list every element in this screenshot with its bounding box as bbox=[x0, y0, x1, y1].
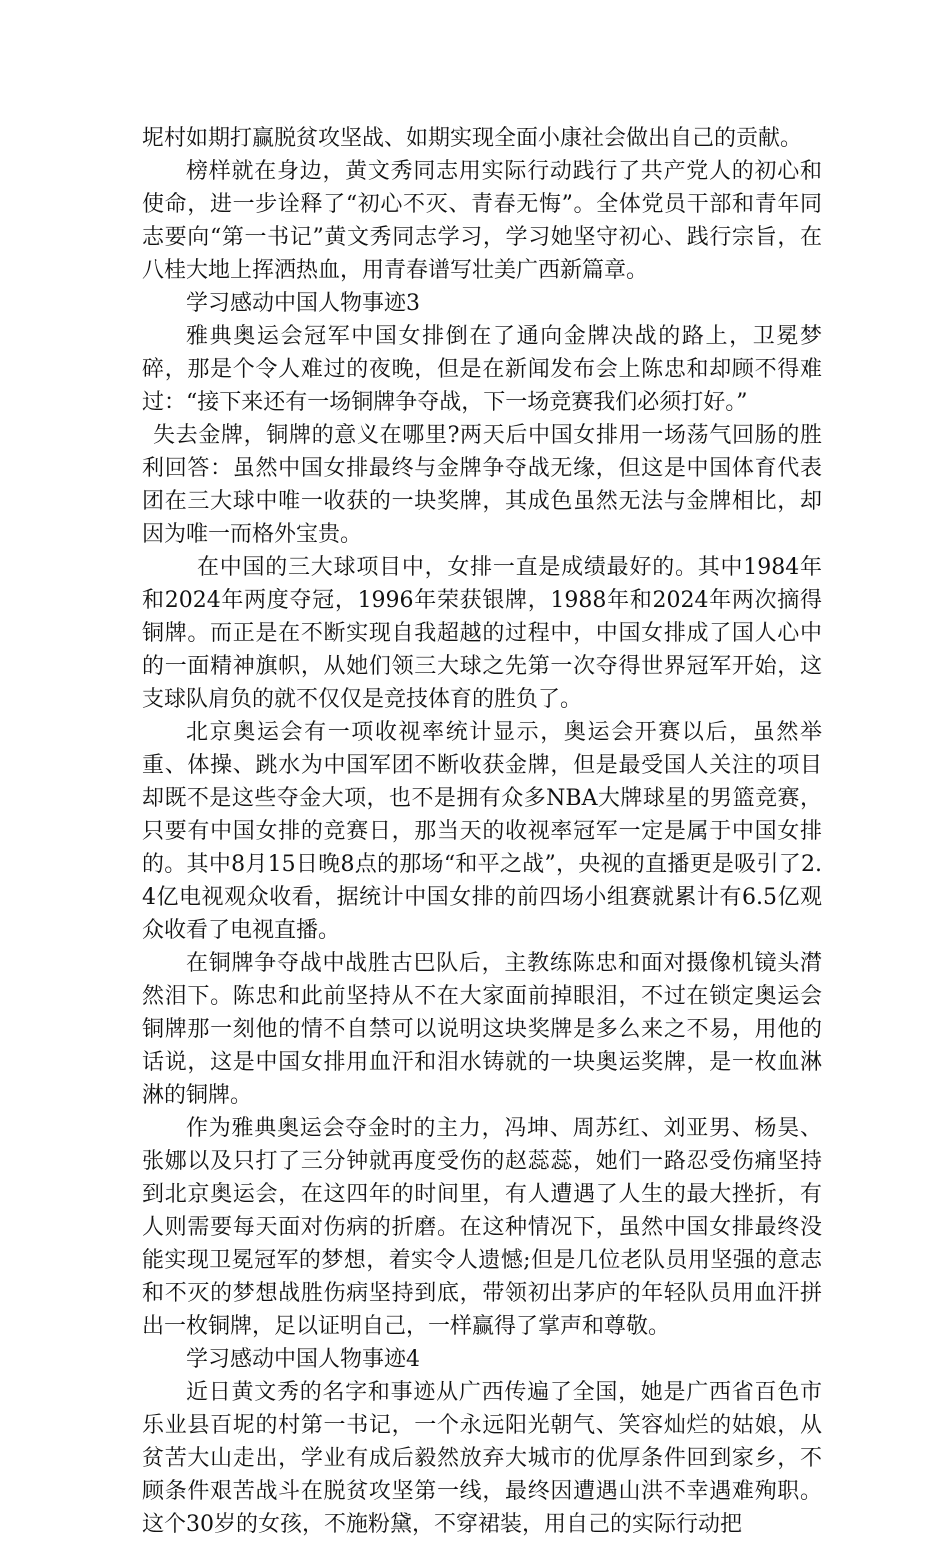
paragraph-ratings: 北京奥运会有一项收视率统计显示，奥运会开赛以后，虽然举重、体操、跳水为中国军团不断收获金牌，但是最受国人关注的项目却既不是这些夺金大项，也不是拥有众多NBA大牌球星的男篮竞赛，只要有中国女排的竞赛日，那当天的收视率冠军一定是属于中国女排的。其中8月15日晚8点的那场“和平之战”，央视的直播更是吸引了2.4亿电视观众收看，据统计中国女排的前四场小组赛就累计有6.5亿观众收看了电视直播。 bbox=[142, 720, 822, 943]
paragraph-role-model: 榜样就在身边，黄文秀同志用实际行动践行了共产党人的初心和使命，进一步诠释了“初心不灭、青春无悔”。全体党员干部和青年同志要向“第一书记”黄文秀同志学习，学习她坚守初心、践行宗旨，在八桂大地上挥洒热血，用青春谱写壮美广西新篇章。 bbox=[142, 159, 822, 283]
section-heading-3: 学习感动中国人物事迹3 bbox=[186, 291, 420, 316]
paragraph-continuation: 坭村如期打赢脱贫攻坚战、如期实现全面小康社会做出自己的贡献。 bbox=[142, 126, 803, 151]
paragraph-bronze-meaning: 失去金牌，铜牌的意义在哪里?两天后中国女排用一场荡气回肠的胜利回答：虽然中国女排最终与金牌争夺战无缘，但这是中国体育代表团在三大球中唯一收获的一块奖牌，其成色虽然无法与金牌相比，却因为唯一而格外宝贵。 bbox=[142, 423, 822, 547]
paragraph-athens: 雅典奥运会冠军中国女排倒在了通向金牌决战的路上，卫冕梦碎，那是个令人难过的夜晚，但是在新闻发布会上陈忠和却顾不得难过：“接下来还有一场铜牌争夺战，下一场竞赛我们必须打好。” bbox=[142, 324, 822, 415]
paragraph-coach-tears: 在铜牌争夺战中战胜古巴队后，主教练陈忠和面对摄像机镜头潸然泪下。陈忠和此前坚持从不在大家面前掉眼泪，不过在锁定奥运会铜牌那一刻他的情不自禁可以说明这块奖牌是多么来之不易，用他的话说，这是中国女排用血汗和泪水铸就的一块奥运奖牌，是一枚血淋淋的铜牌。 bbox=[142, 951, 822, 1108]
section-heading-4: 学习感动中国人物事迹4 bbox=[186, 1347, 420, 1372]
paragraph-three-ball: 在中国的三大球项目中，女排一直是成绩最好的。其中1984年和2024年两度夺冠，1996年荣获银牌，1988年和2024年两次摘得铜牌。而正是在不断实现自我超越的过程中，中国女排成了国人心中的一面精神旗帜，从她们领三大球之先第一次夺得世界冠军开始，这支球队肩负的就不仅仅是竞技体育的胜负了。 bbox=[142, 555, 822, 712]
document-body bbox=[142, 122, 822, 1541]
paragraph-huang-wenxiu: 近日黄文秀的名字和事迹从广西传遍了全国，她是广西省百色市乐业县百坭的村第一书记，一个永远阳光朝气、笑容灿烂的姑娘，从贫苦大山走出，学业有成后毅然放弃大城市的优厚条件回到家乡，不顾条件艰苦战斗在脱贫攻坚第一线，最终因遭遇山洪不幸遇难殉职。这个30岁的女孩，不施粉黛，不穿裙装，用自己的实际行动把 bbox=[142, 1380, 822, 1537]
paragraph-veterans: 作为雅典奥运会夺金时的主力，冯坤、周苏红、刘亚男、杨昊、张娜以及只打了三分钟就再度受伤的赵蕊蕊，她们一路忍受伤痛坚持到北京奥运会，在这四年的时间里，有人遭遇了人生的最大挫折，有人则需要每天面对伤病的折磨。在这种情况下，虽然中国女排最终没能实现卫冕冠军的梦想，着实令人遗憾;但是几位老队员用坚强的意志和不灭的梦想战胜伤病坚持到底，带领初出茅庐的年轻队员用血汗拼出一枚铜牌，足以证明自己，一样赢得了掌声和尊敬。 bbox=[142, 1116, 822, 1339]
